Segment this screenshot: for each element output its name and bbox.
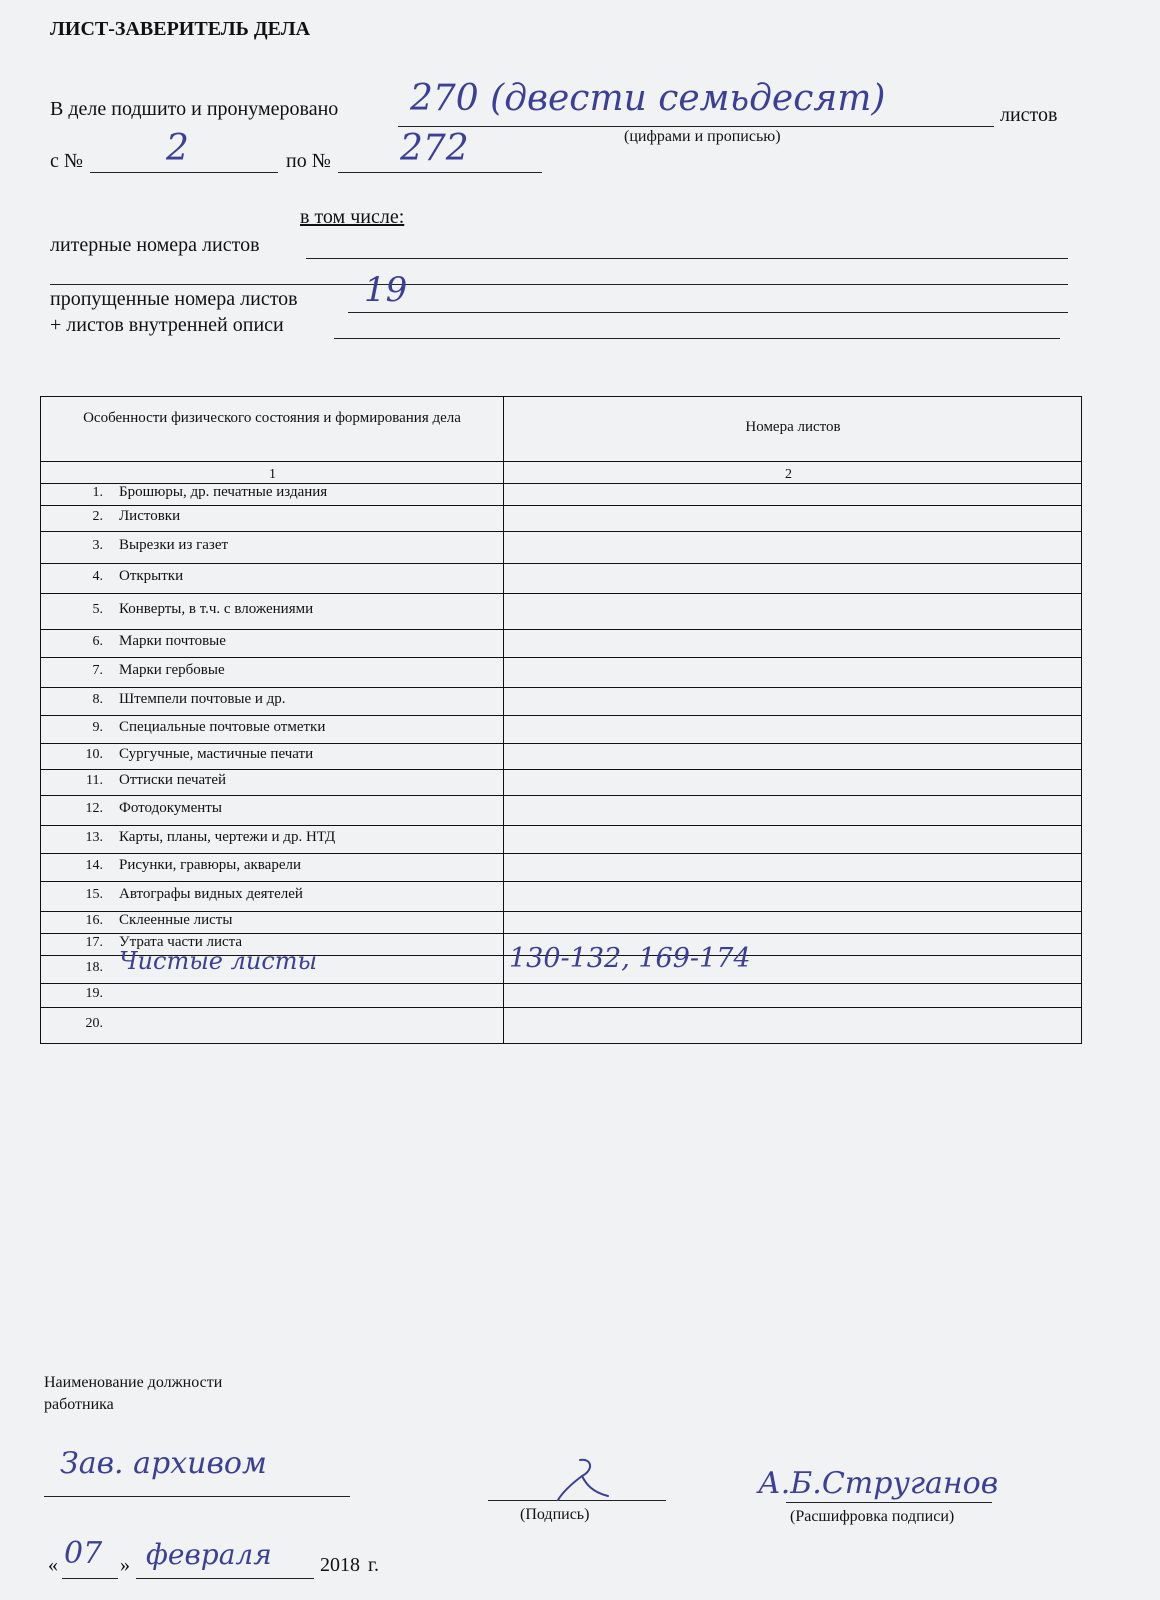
table-row-label: Открытки <box>119 568 184 584</box>
table-row-number: 7. <box>92 663 103 678</box>
date-month-underline <box>136 1578 314 1579</box>
date-day: 07 <box>64 1536 103 1571</box>
table-row-number: 2. <box>92 509 103 524</box>
table-row-line <box>41 983 1081 984</box>
signature-decode-underline <box>786 1502 992 1503</box>
range-to-underline <box>338 172 542 173</box>
missing-numbers-label: пропущенные номера листов <box>50 288 298 310</box>
missing-numbers-value: 19 <box>364 270 408 310</box>
date-suffix: г. <box>368 1554 379 1576</box>
table-row-line <box>41 629 1081 630</box>
table-row-number: 12. <box>85 801 103 816</box>
table-row-label: Автографы видных деятелей <box>119 886 303 902</box>
range-from-label: с № <box>50 150 83 172</box>
table-row-line <box>41 1007 1081 1008</box>
table-row-number: 10. <box>85 747 103 762</box>
table-row-label: Фотодокументы <box>119 800 222 816</box>
table-row-number: 9. <box>92 720 103 735</box>
range-to-value: 272 <box>400 128 469 169</box>
position-value: Зав. архивом <box>60 1446 267 1481</box>
filed-value: 270 (двести семьдесят) <box>410 78 886 119</box>
letter-numbers-label: литерные номера листов <box>50 234 260 256</box>
filed-hint: (цифрами и прописью) <box>624 128 781 145</box>
features-table <box>40 396 1082 1044</box>
table-row-number: 4. <box>92 569 103 584</box>
inner-inventory-label: + листов внутренней описи <box>50 314 284 336</box>
table-row-line <box>41 531 1081 532</box>
table-row-number: 17. <box>85 935 103 950</box>
filed-label: В деле подшито и пронумеровано <box>50 98 339 120</box>
table-row-sheet-numbers: 130-132, 169-174 <box>509 943 751 974</box>
table-row-label: Вырезки из газет <box>119 537 229 553</box>
table-row-line <box>41 593 1081 594</box>
table-row-number: 5. <box>92 602 103 617</box>
table-row-number: 8. <box>92 692 103 707</box>
table-row-label: Штемпели почтовые и др. <box>119 691 286 707</box>
table-row-label: Рисунки, гравюры, акварели <box>119 857 302 873</box>
missing-numbers-underline <box>348 312 1068 313</box>
position-label-line-1: Наименование должности <box>44 1374 223 1391</box>
letter-numbers-underline-2 <box>50 284 1068 285</box>
signature-label: (Подпись) <box>520 1506 590 1523</box>
table-row-label: Чистые листы <box>119 947 318 975</box>
column-header-sheet-numbers: Номера листов <box>745 419 841 435</box>
table-row-line <box>41 743 1081 744</box>
table-row-line <box>41 657 1081 658</box>
table-row-line <box>41 769 1081 770</box>
table-row-label: Сургучные, мастичные печати <box>119 746 314 762</box>
range-to-label: по № <box>286 150 331 172</box>
signature-decode-value: А.Б.Струганов <box>758 1466 999 1501</box>
document-title: ЛИСТ-ЗАВЕРИТЕЛЬ ДЕЛА <box>50 18 311 40</box>
position-underline <box>44 1496 350 1497</box>
table-row-line <box>41 853 1081 854</box>
table-row-number: 19. <box>85 986 103 1001</box>
signature-decode-label: (Расшифровка подписи) <box>790 1508 955 1525</box>
including-heading: в том числе: <box>300 206 405 228</box>
date-month: февраля <box>146 1538 272 1571</box>
table-row-number: 18. <box>85 960 103 975</box>
table-row-line <box>41 687 1081 688</box>
table-row-label: Брошюры, др. печатные издания <box>119 484 328 500</box>
table-row-label: Склеенные листы <box>119 912 233 928</box>
column-number-2: 2 <box>785 467 792 482</box>
table-row-line <box>41 881 1081 882</box>
table-row-number: 3. <box>92 538 103 553</box>
filed-underline <box>398 126 994 127</box>
table-row-number: 13. <box>85 830 103 845</box>
table-row-number: 16. <box>85 913 103 928</box>
filed-unit: листов <box>1000 104 1058 126</box>
table-row-label: Оттиски печатей <box>119 772 227 788</box>
range-from-value: 2 <box>166 128 189 169</box>
table-row-number: 15. <box>85 887 103 902</box>
table-row-line <box>41 795 1081 796</box>
date-open-quote: « <box>48 1554 58 1576</box>
table-row-line <box>41 715 1081 716</box>
date-day-underline <box>62 1578 118 1579</box>
table-row-label: Карты, планы, чертежи и др. НТД <box>119 829 336 845</box>
table-row-label: Конверты, в т.ч. с вложениями <box>119 601 314 617</box>
date-year: 2018 <box>320 1554 360 1576</box>
table-row-label: Листовки <box>119 508 181 524</box>
column-divider <box>503 397 504 1043</box>
table-row-line <box>41 563 1081 564</box>
table-row-number: 11. <box>86 773 103 788</box>
position-label-line-2: работника <box>44 1396 114 1413</box>
signature-mark <box>552 1456 612 1511</box>
column-number-1: 1 <box>269 467 276 482</box>
table-row-label: Утрата части листа <box>119 934 243 950</box>
range-from-underline <box>90 172 278 173</box>
table-row-label: Марки почтовые <box>119 633 226 649</box>
column-header-features: Особенности физического состояния и формирования дела <box>83 410 461 426</box>
table-row-line <box>41 825 1081 826</box>
header-bottom-line <box>41 461 1081 462</box>
date-close-quote: » <box>120 1554 130 1576</box>
table-row-number: 14. <box>85 858 103 873</box>
table-row-number: 1. <box>92 485 103 500</box>
letter-numbers-underline <box>306 258 1068 259</box>
table-row-number: 20. <box>85 1016 103 1031</box>
inner-inventory-underline <box>334 338 1060 339</box>
table-row-label: Специальные почтовые отметки <box>119 719 326 735</box>
table-row-line <box>41 505 1081 506</box>
table-row-number: 6. <box>92 634 103 649</box>
table-row-label: Марки гербовые <box>119 662 225 678</box>
